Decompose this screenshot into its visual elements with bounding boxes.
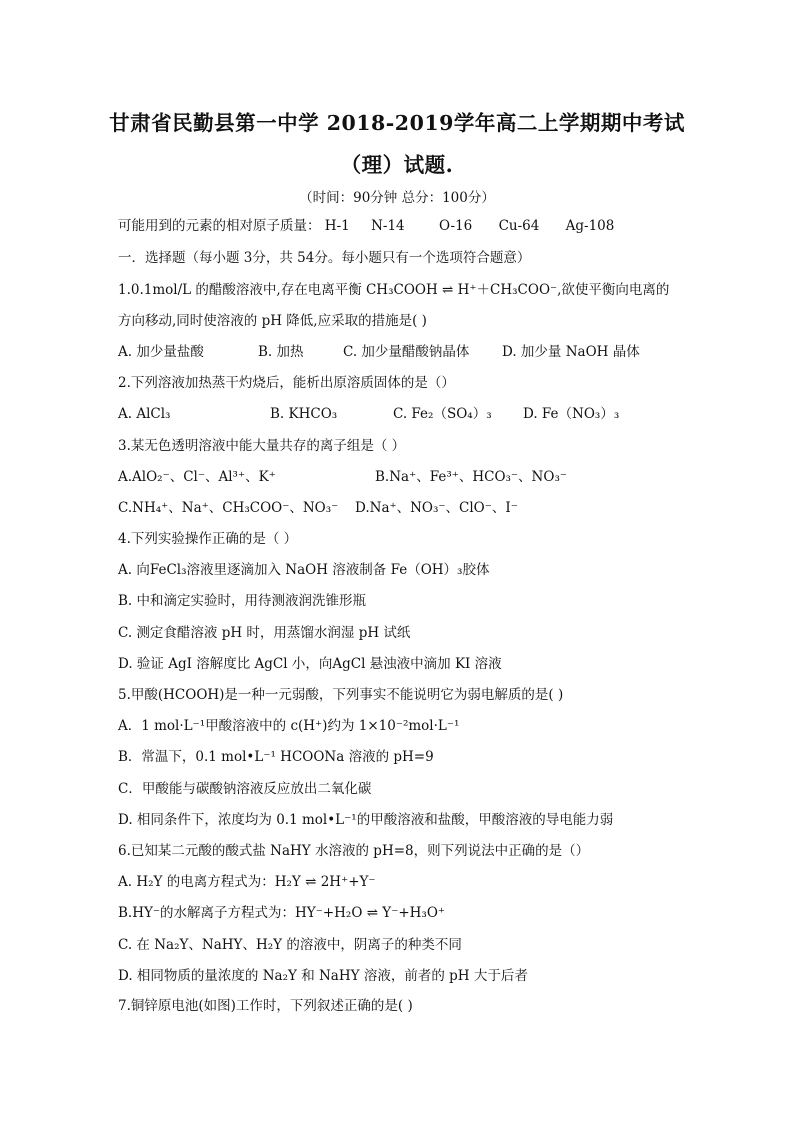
q3-option-a: A.AlO₂⁻、Cl⁻、Al³⁺、K⁺ [118, 469, 276, 485]
q4-option-d: D. 验证 AgI 溶解度比 AgCl 小，向AgCl 悬浊液中滴加 KI 溶液 [118, 656, 502, 672]
q1-stem-line1: 1.0.1mol/L 的醋酸溶液中,存在电离平衡 CH₃COOH ⇌ H⁺＋CH₃COO⁻,欲使平衡向电离的 [118, 282, 670, 298]
q2-option-c: C. Fe₂（SO₄）₃ [393, 406, 492, 422]
q6-option-d: D. 相同物质的量浓度的 Na₂Y 和 NaHY 溶液，前者的 pH 大于后者 [118, 968, 528, 984]
q1-option-a: A. 加少量盐酸 [118, 344, 204, 360]
q4-option-b: B. 中和滴定实验时，用待测液润洗锥形瓶 [118, 593, 367, 609]
atomic-mass-ag: Ag-108 [565, 218, 615, 234]
atomic-mass-n: N-14 [371, 218, 405, 234]
q4-stem: 4.下列实验操作正确的是（ ） [118, 531, 298, 547]
q6-option-a: A. H₂Y 的电离方程式为：H₂Y ⇌ 2H⁺+Y⁻ [118, 874, 376, 890]
q3-option-c: C.NH₄⁺、Na⁺、CH₃COO⁻、NO₃⁻ [118, 500, 339, 516]
atomic-mass-h: H-1 [324, 218, 350, 234]
q3-option-d: D.Na⁺、NO₃⁻、ClO⁻、I⁻ [355, 500, 518, 516]
q1-option-b: B. 加热 [258, 344, 304, 360]
q5-option-b: B．常温下，0.1 mol•L⁻¹ HCOONa 溶液的 pH=9 [118, 749, 434, 765]
q7-stem: 7.铜锌原电池(如图)工作时，下列叙述正确的是( ) [118, 998, 413, 1014]
q2-option-d: D. Fe（NO₃）₃ [523, 406, 620, 422]
q5-option-c: C．甲酸能与碳酸钠溶液反应放出二氧化碳 [118, 781, 372, 797]
q4-option-a: A. 向FeCl₃溶液里逐滴加入 NaOH 溶液制备 Fe（OH）₃胶体 [118, 562, 490, 578]
atomic-mass-cu: Cu-64 [498, 218, 540, 234]
atomic-mass-line [118, 217, 614, 235]
q3-stem: 3.某无色透明溶液中能大量共存的离子组是（ ） [118, 438, 406, 454]
q1-option-d: D. 加少量 NaOH 晶体 [502, 344, 640, 360]
q1-stem-line2: 方向移动,同时使溶液的 pH 降低,应采取的措施是( ) [118, 313, 427, 329]
q5-option-a: A．1 mol·L⁻¹甲酸溶液中的 c(H⁺)约为 1×10⁻²mol·L⁻¹ [118, 718, 460, 734]
q6-option-b: B.HY⁻的水解离子方程式为：HY⁻+H₂O ⇌ Y⁻+H₃O⁺ [118, 905, 446, 921]
q6-option-c: C. 在 Na₂Y、NaHY、H₂Y 的溶液中，阴离子的种类不同 [118, 937, 462, 953]
atomic-mass-label: 可能用到的元素的相对原子质量： [118, 218, 321, 234]
q6-stem: 6.已知某二元酸的酸式盐 NaHY 水溶液的 pH=8，则下列说法中正确的是（） [118, 843, 590, 859]
q2-option-b: B. KHCO₃ [270, 406, 338, 422]
q5-stem: 5.甲酸(HCOOH)是一种一元弱酸，下列事实不能说明它为弱电解质的是( ) [118, 687, 564, 703]
q4-option-c: C. 测定食醋溶液 pH 时，用蒸馏水润湿 pH 试纸 [118, 625, 411, 641]
q1-option-c: C. 加少量醋酸钠晶体 [343, 344, 470, 360]
exam-time-info: （时间：90分钟 总分：100分） [299, 190, 495, 206]
q2-stem: 2.下列溶液加热蒸干灼烧后，能析出原溶质固体的是（） [118, 375, 455, 391]
atomic-mass-o: O-16 [438, 218, 473, 234]
exam-title-line2: （理）试题. [340, 153, 454, 177]
q3-option-b: B.Na⁺、Fe³⁺、HCO₃⁻、NO₃⁻ [375, 469, 567, 485]
q2-option-a: A. AlCl₃ [118, 406, 171, 422]
exam-title-line1: 甘肃省民勤县第一中学 2018-2019学年高二上学期期中考试 [109, 111, 685, 135]
section-heading: 一．选择题（每小题 3分，共 54分。每小题只有一个选项符合题意） [118, 250, 531, 266]
q5-option-d: D. 相同条件下，浓度均为 0.1 mol•L⁻¹的甲酸溶液和盐酸，甲酸溶液的导电能力弱 [118, 812, 614, 828]
